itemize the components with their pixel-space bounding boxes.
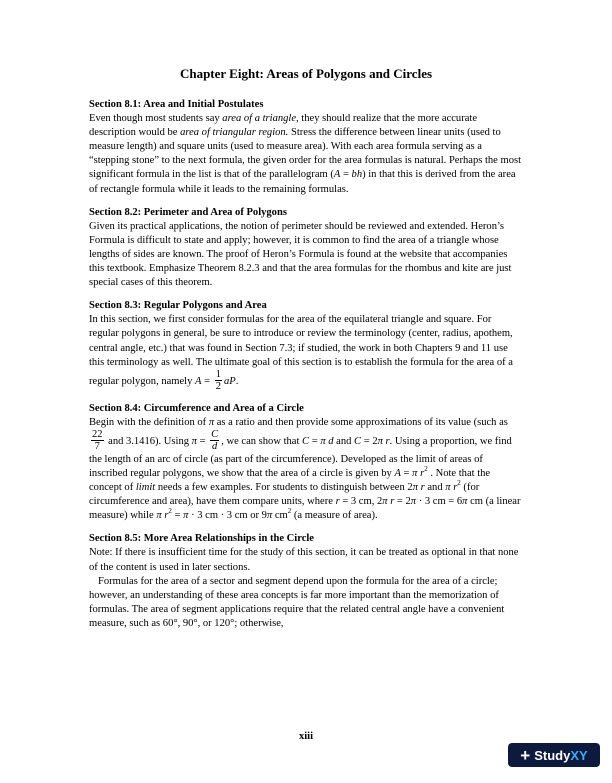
fraction-one-half: $\frac{1}{2}$ — [215, 368, 221, 392]
section-8-2 — [89, 206, 522, 291]
section-heading: Section 8.3: Regular Polygons and Area — [89, 300, 267, 312]
section-heading: Section 8.2: Perimeter and Area of Polygons — [89, 206, 287, 218]
section-paragraph: Formulas for the area of a sector and segment depend upon the formula for the area of a circle; however, an understanding of these area concepts is far more important than the memorization of formulas. The area of segment applications require that the related central angle have a convenient measure, such as 60°, 90°, or 120°; otherwise, — [89, 575, 505, 629]
section-paragraph: In this section, we first consider formulas for the area of the equilateral triangle and square. For regular polygons in general, be sure to introduce or review the terminology (center, radius, apothem, central angle, etc.) that was found in Section 7.3; if studied, the work in both Chapters 9 and 11 use this terminology as well. The ultimate goal of this section is to establish the formula for the area of a regular polygon, namely A = $\frac{1}{2}$ aP. — [89, 314, 513, 392]
section-heading: Section 8.4: Circumference and Area of a Circle — [89, 402, 304, 414]
section-note-paragraph: Note: If there is insufficient time for the study of this section, it can be treated as optional in that none of the content is used in later sections. — [89, 547, 519, 573]
section-paragraph: Begin with the definition of π as a ratio and then provide some approximations of its value (such as $\frac{22}{7}$ and 3.1416). Using π = $\frac{C}{d}$ , we can show that C = π d and C = 2π r. Using a proportion, we find the length of an arc of circle (as part of the circumference). Developed as the limit of areas of inscribed regular polygons, we show that the area of a circle is given by A = π $r^2$ . Note that the concept of limit needs a few examples. For students to distinguish between 2π r and π $r^2$ (for circumference and area), have them compare units, where r = 3 cm, 2π r = 2π · 3 cm = 6π cm (a linear measure) while π $r^2 = \pi \cdot 3$ cm · 3 cm or 9π $cm^2$ (a measure of area). — [89, 416, 521, 522]
studyxy-watermark-badge — [508, 743, 600, 767]
brand-name-main: Study — [534, 747, 571, 763]
brand-name-accent: XY — [570, 747, 588, 763]
section-8-3 — [89, 299, 522, 392]
plus-icon: + — [520, 745, 531, 765]
fraction-c-over-d: $\frac{C}{d}$ — [211, 428, 219, 452]
chapter-title: Chapter Eight: Areas of Polygons and Circles — [179, 66, 433, 81]
document-body — [89, 98, 522, 640]
section-8-5 — [89, 532, 522, 631]
section-heading: Section 8.1: Area and Initial Postulates — [89, 99, 264, 110]
section-paragraph: Given its practical applications, the notion of perimeter should be reviewed and extended. Heron’s Formula is difficult to state and apply; however, it is common to find the area of a triangle whose lengths of sides are known. The proof of Heron’s Formula is found at the website that accompanies this textbook. Emphasize Theorem 8.2.3 and that the area formulas for the rhombus and kite are just special cases of this theorem. — [89, 220, 512, 289]
fraction-22-over-7: $\frac{22}{7}$ — [92, 428, 103, 452]
section-heading: Section 8.5: More Area Relationships in the Circle — [89, 533, 314, 545]
section-8-1 — [89, 98, 522, 197]
page-number: xiii — [298, 731, 313, 742]
section-8-4 — [89, 402, 522, 524]
section-paragraph: Even though most students say area of a triangle, they should realize that the more accurate description would be area of triangular region. Stress the difference between linear units (used to measure length) and square units (used to measure area). With each area formula serving as a “stepping stone” to the next formula, the given order for the area formulas is natural. Perhaps the most significant formula in the list is that of the parallelogram (A = bh) in that this is derived from the area of rectangle formula while it leads to the remaining formulas. — [89, 113, 521, 195]
